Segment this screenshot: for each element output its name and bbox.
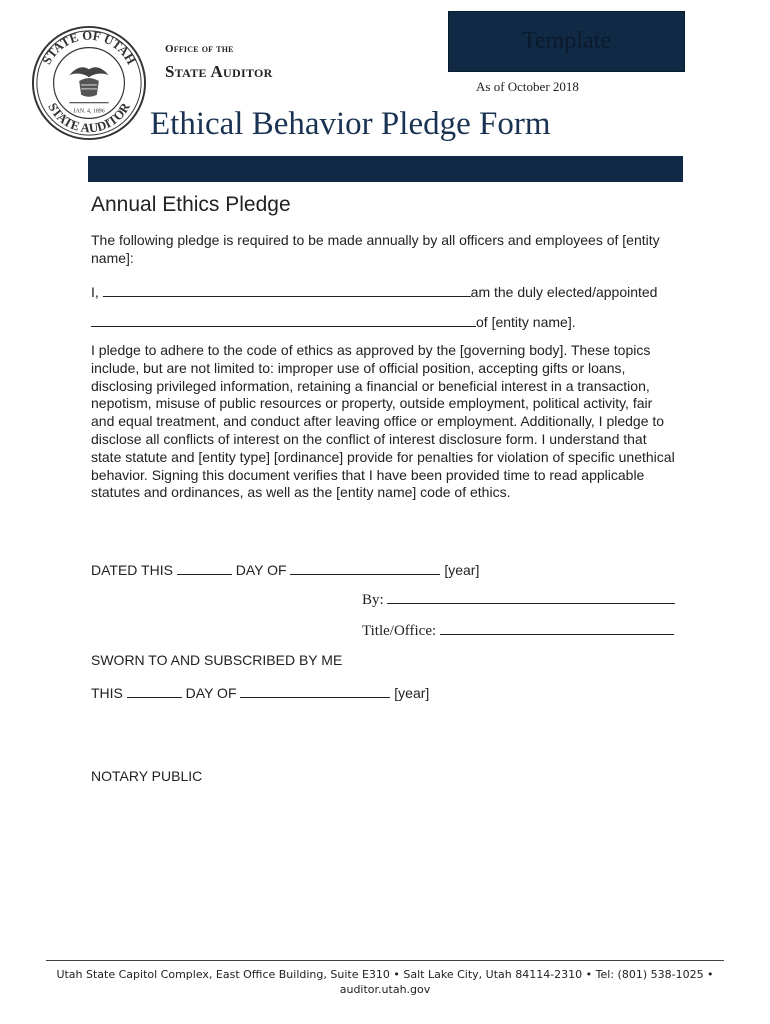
title-office-blank[interactable] bbox=[440, 620, 674, 635]
by-line bbox=[362, 589, 675, 609]
as-of-date: As of October 2018 bbox=[476, 79, 579, 94]
title-office-label: Title/Office: bbox=[362, 623, 440, 639]
sworn-day-blank[interactable] bbox=[127, 683, 182, 698]
by-label: By: bbox=[362, 592, 388, 608]
svg-text:JAN. 4, 1896: JAN. 4, 1896 bbox=[73, 108, 105, 115]
title-office-line bbox=[362, 620, 674, 640]
footer-divider bbox=[46, 960, 724, 961]
pledge-prefix: I, bbox=[91, 284, 103, 300]
footer-address: Utah State Capitol Complex, East Office Building, Suite E310 • Salt Lake City, Utah 84114-2310 • Tel: (801) 538-1025 • auditor.utah.gov bbox=[56, 968, 714, 996]
dated-line bbox=[91, 560, 479, 578]
svg-text:STATE AUDITOR: STATE AUDITOR bbox=[45, 100, 133, 136]
template-label: Template bbox=[522, 28, 611, 54]
pledge-role: am the duly elected/appointed bbox=[470, 284, 658, 300]
page-title: Ethical Behavior Pledge Form bbox=[150, 106, 551, 142]
this-label: THIS bbox=[91, 685, 127, 701]
state-auditor-label: State Auditor bbox=[165, 62, 273, 81]
dated-month-blank[interactable] bbox=[290, 560, 440, 575]
dated-day-of-label: DAY OF bbox=[231, 562, 291, 578]
pledge-body-paragraph: I pledge to adhere to the code of ethics as approved by the [governing body]. These topics include, but are not limited to: improper use of official position, accepting gifts or loans, disclosing privileged information, retaining a financial or beneficial interest in a transaction, nepotism, misuse of public resources or property, outside employment, political activity, fair and equal treatment, and conduct after leaving office or employment. Additionally, I pledge to disclose all conflicts of interest on the conflict of interest disclosure form. I understand that state statute and [entity type] [ordinance] provide for penalties for violation of specific unethical behavior. Signing this document verifies that I have been provided time to read applicable statutes and ordinances, as well as the [entity name] code of ethics. bbox=[91, 342, 675, 501]
sworn-year-label: [year] bbox=[390, 685, 430, 701]
name-blank[interactable] bbox=[103, 282, 471, 297]
dated-day-blank[interactable] bbox=[177, 560, 232, 575]
sworn-date-line bbox=[91, 683, 429, 701]
sworn-day-of-label: DAY OF bbox=[181, 685, 241, 701]
title-divider-bar bbox=[88, 156, 683, 182]
intro-paragraph: The following pledge is required to be made annually by all officers and employees of [entity name]: bbox=[91, 232, 660, 266]
pledge-entity: of [entity name]. bbox=[476, 314, 576, 330]
sworn-month-blank[interactable] bbox=[240, 683, 390, 698]
notary-public-label: NOTARY PUBLIC bbox=[91, 768, 203, 784]
position-blank[interactable] bbox=[91, 312, 476, 327]
dated-this-label: DATED THIS bbox=[91, 562, 177, 578]
dated-year-label: [year] bbox=[440, 562, 480, 578]
template-badge bbox=[448, 11, 685, 72]
pledge-entity-line bbox=[91, 312, 576, 330]
section-heading: Annual Ethics Pledge bbox=[91, 193, 291, 216]
state-auditor-seal bbox=[30, 24, 148, 142]
by-signature-blank[interactable] bbox=[387, 589, 675, 604]
sworn-text: SWORN TO AND SUBSCRIBED BY ME bbox=[91, 652, 343, 668]
office-of-the-label: Office of the bbox=[165, 43, 234, 55]
pledge-name-line bbox=[91, 282, 657, 300]
svg-text:STATE OF UTAH: STATE OF UTAH bbox=[39, 28, 139, 67]
